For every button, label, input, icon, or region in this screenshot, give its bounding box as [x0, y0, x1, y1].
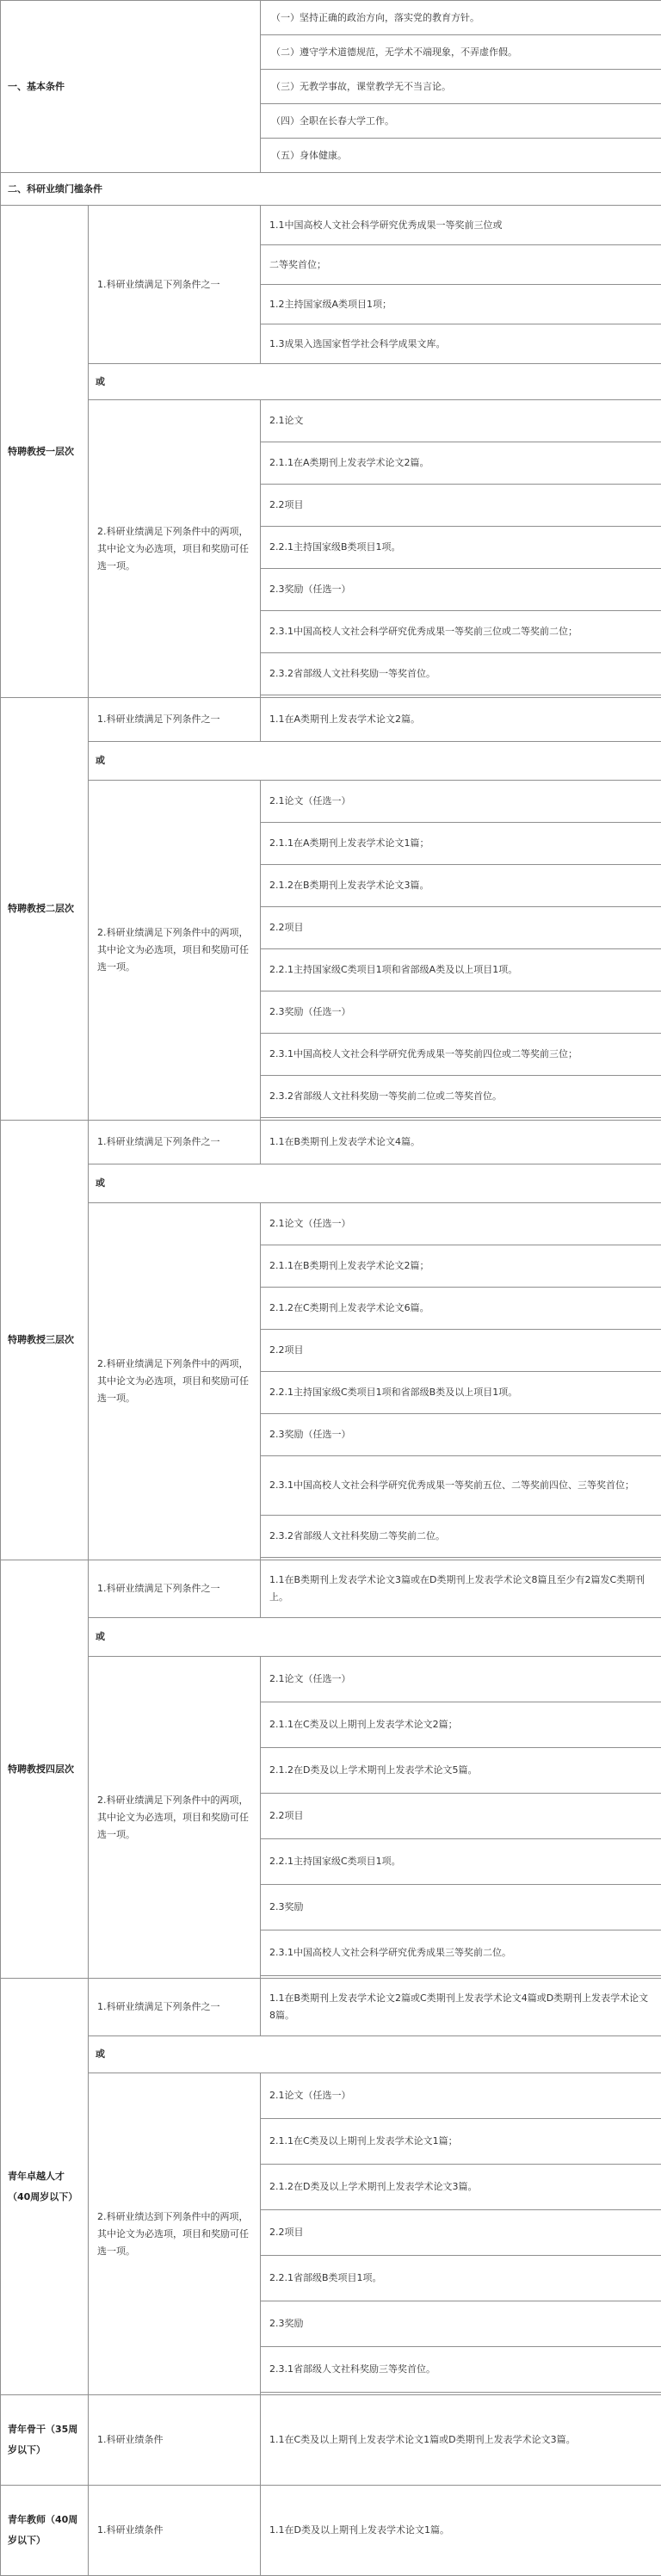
condition-a: 1.科研业绩条件: [89, 2486, 261, 2576]
condition-b: 2.科研业绩达到下列条件中的两项，其中论文为必选项，项目和奖励可任选一项。: [89, 2073, 261, 2395]
criteria-item: 2.2.1主持国家级B类项目1项。: [261, 527, 661, 569]
condition-b: 2.科研业绩满足下列条件中的两项，其中论文为必选项，项目和奖励可任选一项。: [89, 400, 261, 698]
criteria-item: 1.1在B类期刊上发表学术论文4篇。: [261, 1121, 661, 1164]
criteria-item: 2.2项目: [261, 1794, 661, 1839]
criteria-item: 2.2项目: [261, 1330, 661, 1372]
criteria-item: 1.2主持国家级A类项目1项；: [261, 285, 661, 324]
criteria-item: 2.3.1中国高校人文社会科学研究优秀成果一等奖前三位或二等奖前二位；: [261, 611, 661, 653]
criteria-item: 2.1论文（任选一）: [261, 781, 661, 823]
or-label: 或: [89, 364, 661, 400]
basic-item: （一）坚持正确的政治方向，落实党的教育方针。: [261, 1, 661, 35]
criteria-item: 2.2.1省部级B类项目1项。: [261, 2256, 661, 2301]
criteria-item: 2.3.1中国高校人文社会科学研究优秀成果一等奖前四位或二等奖前三位；: [261, 1034, 661, 1076]
criteria-item: 2.1.1在C类及以上期刊上发表学术论文2篇；: [261, 1702, 661, 1748]
criteria-item: 2.2.1主持国家级C类项目1项。: [261, 1839, 661, 1885]
condition-b: 2.科研业绩满足下列条件中的两项，其中论文为必选项，项目和奖励可任选一项。: [89, 781, 261, 1121]
table-row: [1, 1979, 661, 2036]
table-row: [1, 1164, 661, 1203]
criteria-item: 2.3奖励（任选一）: [261, 1414, 661, 1456]
basic-item: （五）身体健康。: [261, 139, 661, 173]
condition-a: 1.科研业绩条件: [89, 2395, 261, 2486]
criteria-item: 2.3奖励: [261, 1885, 661, 1930]
condition-b: 2.科研业绩满足下列条件中的两项，其中论文为必选项，项目和奖励可任选一项。: [89, 1203, 261, 1560]
criteria-item: 2.2项目: [261, 485, 661, 527]
condition-a: 1.科研业绩满足下列条件之一: [89, 698, 261, 742]
level-name: 特聘教授一层次: [1, 206, 89, 698]
basic-title: 一、基本条件: [1, 1, 261, 173]
criteria-item: 2.1.2在B类期刊上发表学术论文3篇。: [261, 865, 661, 907]
criteria-item: 2.1.2在C类期刊上发表学术论文6篇。: [261, 1288, 661, 1330]
level-name: 青年卓越人才（40周岁以下）: [1, 1979, 89, 2395]
basic-item: （二）遵守学术道德规范，无学术不端现象，不弄虚作假。: [261, 35, 661, 70]
table-row: [1, 1203, 661, 1245]
table-row: [1, 781, 661, 823]
criteria-item: 2.2.1主持国家级C类项目1项和省部级A类及以上项目1项。: [261, 949, 661, 991]
table-row: [1, 400, 661, 442]
criteria-item: 2.1论文（任选一）: [261, 1657, 661, 1702]
table-row: [1, 1121, 661, 1164]
table-row: [1, 1657, 661, 1702]
criteria-item: 2.3.1中国高校人文社会科学研究优秀成果一等奖前五位、二等奖前四位、三等奖首位；: [261, 1456, 661, 1516]
or-label: 或: [89, 742, 661, 781]
criteria-item: 2.2.1主持国家级C类项目1项和省部级B类及以上项目1项。: [261, 1372, 661, 1414]
criteria-item: 1.1在C类及以上期刊上发表学术论文1篇或D类期刊上发表学术论文3篇。: [261, 2395, 661, 2486]
criteria-item: 2.1论文（任选一）: [261, 2073, 661, 2119]
criteria-item: 1.3成果入选国家哲学社会科学成果文库。: [261, 324, 661, 364]
criteria-item: 2.1.1在A类期刊上发表学术论文1篇；: [261, 823, 661, 865]
criteria-item: 2.3奖励（任选一）: [261, 569, 661, 611]
criteria-item: 2.1.1在A类期刊上发表学术论文2篇。: [261, 442, 661, 485]
table-row: [1, 173, 661, 206]
table-row: [1, 364, 661, 400]
criteria-item: 2.2项目: [261, 2210, 661, 2256]
table-row: [1, 698, 661, 742]
level-name: 特聘教授二层次: [1, 698, 89, 1121]
criteria-item: 2.1论文（任选一）: [261, 1203, 661, 1245]
criteria-item: 2.3.2省部级人文社科奖励二等奖前二位。: [261, 1516, 661, 1558]
criteria-item: 2.1.1在B类期刊上发表学术论文2篇；: [261, 1245, 661, 1288]
or-label: 或: [89, 1618, 661, 1657]
criteria-item: 2.3奖励（任选一）: [261, 991, 661, 1034]
condition-a: 1.科研业绩满足下列条件之一: [89, 1560, 261, 1618]
condition-a: 1.科研业绩满足下列条件之一: [89, 1979, 261, 2036]
criteria-item: 1.1在B类期刊上发表学术论文2篇或C类期刊上发表学术论文4篇或D类期刊上发表学术论文8篇。: [261, 1979, 661, 2036]
criteria-item: 2.1.1在C类及以上期刊上发表学术论文1篇；: [261, 2119, 661, 2165]
condition-a: 1.科研业绩满足下列条件之一: [89, 206, 261, 364]
or-label: 或: [89, 2036, 661, 2073]
criteria-item: 2.3.2省部级人文社科奖励一等奖前二位或二等奖首位。: [261, 1076, 661, 1118]
level-name: 特聘教授四层次: [1, 1560, 89, 1979]
criteria-item: 2.1.2在D类及以上学术期刊上发表学术论文5篇。: [261, 1748, 661, 1794]
research-section-title: 二、科研业绩门槛条件: [1, 173, 661, 206]
criteria-item: 2.3.2省部级人文社科奖励一等奖首位。: [261, 653, 661, 695]
criteria-item: 二等奖首位；: [261, 245, 661, 285]
table-row: [1, 1618, 661, 1657]
or-label: 或: [89, 1164, 661, 1203]
criteria-item: 1.1中国高校人文社会科学研究优秀成果一等奖前三位或: [261, 206, 661, 245]
level-name: 青年骨干（35周岁以下）: [1, 2395, 89, 2486]
criteria-item: 2.3奖励: [261, 2301, 661, 2347]
basic-item: （三）无教学事故，课堂教学无不当言论。: [261, 70, 661, 104]
table-row: [1, 1, 661, 35]
criteria-item: 2.1.2在D类及以上学术期刊上发表学术论文3篇。: [261, 2165, 661, 2210]
table-row: [1, 1560, 661, 1618]
table-row: [1, 2395, 661, 2486]
condition-b: 2.科研业绩满足下列条件中的两项，其中论文为必选项，项目和奖励可任选一项。: [89, 1657, 261, 1979]
table-row: [1, 2036, 661, 2073]
basic-item: （四）全职在长春大学工作。: [261, 104, 661, 139]
criteria-item: 1.1在B类期刊上发表学术论文3篇或在D类期刊上发表学术论文8篇且至少有2篇发C类期刊上。: [261, 1560, 661, 1618]
table-row: [1, 206, 661, 245]
criteria-item: 2.3.1中国高校人文社会科学研究优秀成果三等奖前二位。: [261, 1930, 661, 1976]
criteria-item: 1.1在A类期刊上发表学术论文2篇。: [261, 698, 661, 742]
table-row: [1, 2486, 661, 2576]
criteria-item: 2.2项目: [261, 907, 661, 949]
table-row: [1, 2073, 661, 2119]
criteria-item: 2.3.1省部级人文社科奖励三等奖首位。: [261, 2347, 661, 2393]
criteria-item: 2.1论文: [261, 400, 661, 442]
table-row: [1, 742, 661, 781]
condition-a: 1.科研业绩满足下列条件之一: [89, 1121, 261, 1164]
criteria-item: 1.1在D类及以上期刊上发表学术论文1篇。: [261, 2486, 661, 2576]
level-name: 青年教师（40周岁以下）: [1, 2486, 89, 2576]
level-name: 特聘教授三层次: [1, 1121, 89, 1560]
